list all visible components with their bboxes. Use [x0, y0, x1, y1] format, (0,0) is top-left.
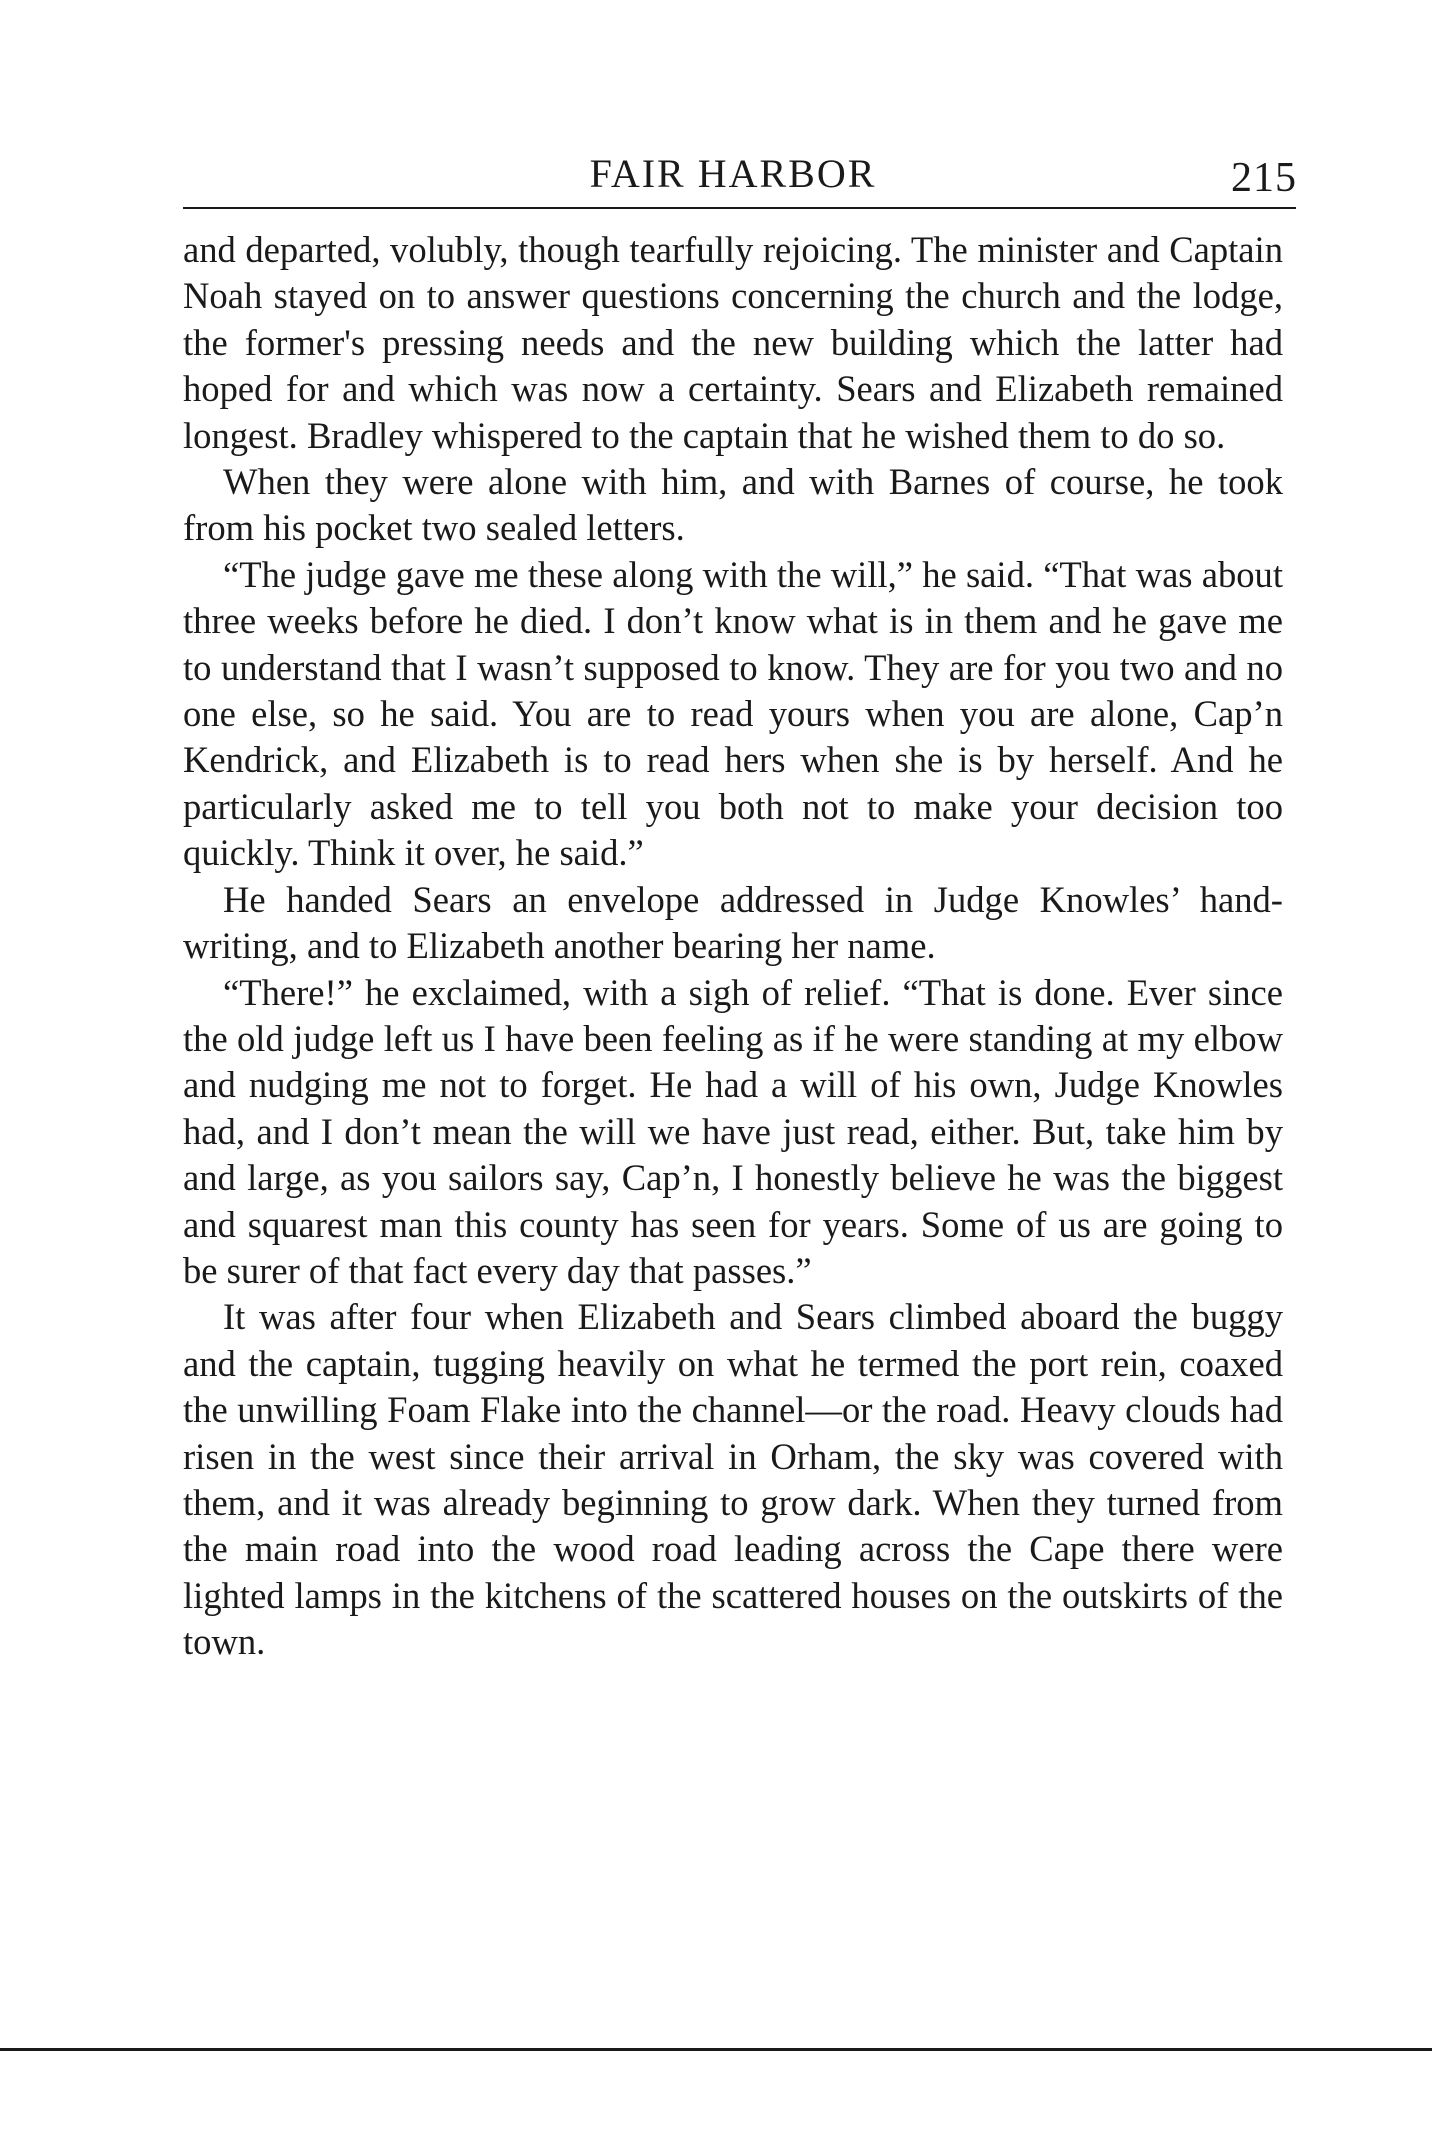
- body-text: [183, 227, 1283, 1666]
- paragraph-1: and departed, volubly, though tearfully rejoicing. The minister and Captain Noah stayed on to answer questions concerning the church and the lodge, the former's pressing needs and the new building which the latter had hoped for and which was now a certainty. Sears and Elizabeth remained longest. Bradley whispered to the captain that he wished them to do so.: [183, 229, 1283, 456]
- header-rule: [183, 207, 1296, 209]
- paragraph-6: It was after four when Elizabeth and Sears climbed aboard the buggy and the captain, tugging heavily on what he termed the port rein, coaxed the unwilling Foam Flake into the channel—or the road. Heavy clouds had risen in the west since their arrival in Orham, the sky was covered with them, and it was already beginning to grow dark. When they turned from the main road into the wood road leading across the Cape there were lighted lamps in the kitchens of the scattered houses on the outskirts of the town.: [183, 1296, 1283, 1663]
- running-head: [183, 148, 1297, 201]
- paragraph-3: “The judge gave me these along with the will,” he said. “That was about three weeks before he died. I don’t know what is in them and he gave me to understand that I wasn’t supposed to know. They are for you two and no one else, so he said. You are to read yours when you are alone, Cap’n Kendrick, and Elizabeth is to read hers when she is by herself. And he particularly asked me to tell you both not to make your decision too quickly. Think it over, he said.”: [183, 553, 1283, 874]
- running-title: FAIR HARBOR: [589, 151, 877, 196]
- page-number: 215: [1231, 155, 1297, 201]
- paragraph-4: He handed Sears an envelope addressed in Judge Knowles’ hand-writing, and to Elizabeth another bearing her name.: [183, 878, 1283, 967]
- paragraph-5: “There!” he exclaimed, with a sigh of relief. “That is done. Ever since the old judge left us I have been feeling as if he were standing at my elbow and nudging me not to forget. He had a will of his own, Judge Knowles had, and I don’t mean the will we have just read, either. But, take him by and large, as you sailors say, Cap’n, I honestly believe he was the biggest and squarest man this county has seen for years. Some of us are going to be surer of that fact every day that passes.”: [183, 971, 1283, 1291]
- paragraph-2: When they were alone with him, and with Barnes of course, he took from his pocket two sealed letters.: [183, 461, 1283, 549]
- scan-edge-line: [0, 2048, 1432, 2051]
